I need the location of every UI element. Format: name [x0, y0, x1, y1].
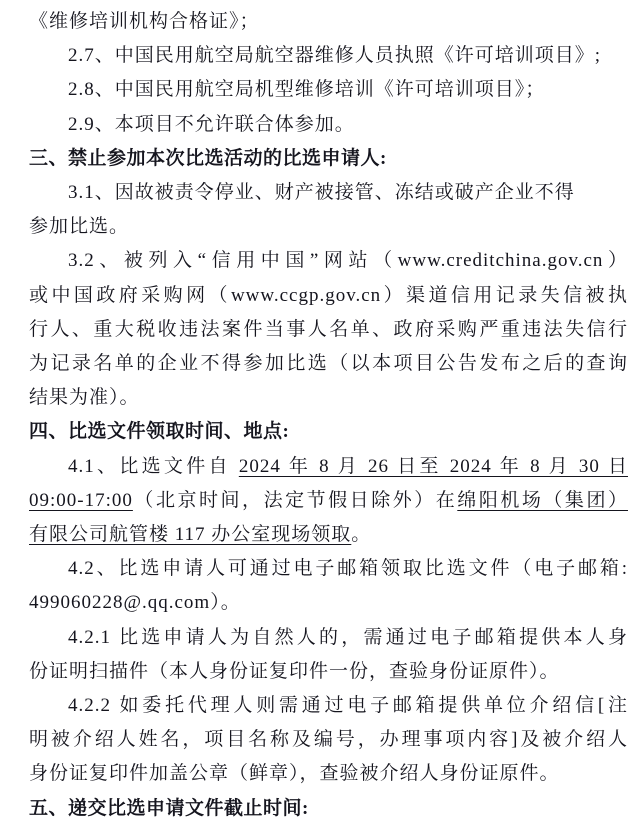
clause-3-1-line-1: 3.1、因故被责令停业、财产被接管、冻结或破产企业不得	[68, 182, 575, 204]
clause-2-8: 2.8、中国民用航空局机型维修培训《许可培训项目》；	[68, 79, 546, 101]
collection-place-part-2: 有限公司航管楼 117 办公室现场领取	[29, 524, 352, 546]
clause-2-9: 2.9、本项目不允许联合体参加。	[68, 113, 355, 135]
clause-4-1-prefix: 4.1、比选文件自	[68, 455, 239, 477]
clause-2-7: 2.7、中国民用航空局航空器维修人员执照《许可培训项目》;	[68, 45, 602, 67]
clause-3-2-line-4: 为记录名单的企业不得参加比选（以本项目公告发布之后的查询	[29, 353, 628, 375]
section-heading-5: 五、递交比选申请文件截止时间:	[29, 797, 309, 819]
clause-4-1-line-3	[29, 518, 628, 552]
clause-3-2-line-3: 行人、重大税收违法案件当事人名单、政府采购严重违法失信行	[29, 318, 628, 340]
clause-4-2-1-line-1: 4.2.1 比选申请人为自然人的，需通过电子邮箱提供本人身	[68, 626, 628, 648]
collection-place-part-1: 绵阳机场（集团）	[457, 489, 628, 511]
clause-3-1-line-2: 参加比选。	[29, 216, 130, 238]
section-heading-4: 四、比选文件领取时间、地点:	[29, 421, 290, 443]
section-heading-3: 三、禁止参加本次比选活动的比选申请人:	[29, 147, 387, 169]
clause-4-1-period: 。	[351, 524, 372, 546]
collection-date-range: 2024 年 8 月 26 日至 2024 年 8 月 30 日	[238, 455, 628, 477]
clause-3-2-line-1: 3.2、被列入“信用中国”网站（www.creditchina.gov.cn）	[68, 250, 628, 272]
clause-4-2-2-line-1: 4.2.2 如委托代理人则需通过电子邮箱提供单位介绍信[注	[68, 695, 628, 717]
clause-4-2-line-1: 4.2、比选申请人可通过电子邮箱领取比选文件（电子邮箱:	[68, 558, 628, 580]
clause-4-1-middle: （北京时间，法定节假日除外）在	[132, 489, 458, 511]
clause-4-2-email: 499060228@.qq.com）。	[29, 592, 241, 614]
clause-cert-continuation: 《维修培训机构合格证》；	[29, 11, 260, 32]
collection-time-range: 09:00-17:00	[29, 489, 133, 511]
clause-4-2-2-line-2: 明被介绍人姓名，项目名称及编号，办理事项内容]及被介绍人	[29, 729, 628, 751]
clause-4-2-1-line-2: 份证明扫描件（本人身份证复印件一份，查验身份证原件）。	[29, 660, 560, 682]
clause-4-1-line-1	[29, 450, 628, 484]
clause-4-2-2-line-3: 身份证复印件加盖公章（鲜章），查验被介绍人身份证原件。	[29, 763, 560, 785]
clause-3-2-line-2: 或中国政府采购网（www.ccgp.gov.cn）渠道信用记录失信被执	[29, 284, 628, 306]
clause-4-1-line-2	[29, 484, 628, 518]
clause-3-2-line-5: 结果为准）。	[29, 387, 140, 409]
